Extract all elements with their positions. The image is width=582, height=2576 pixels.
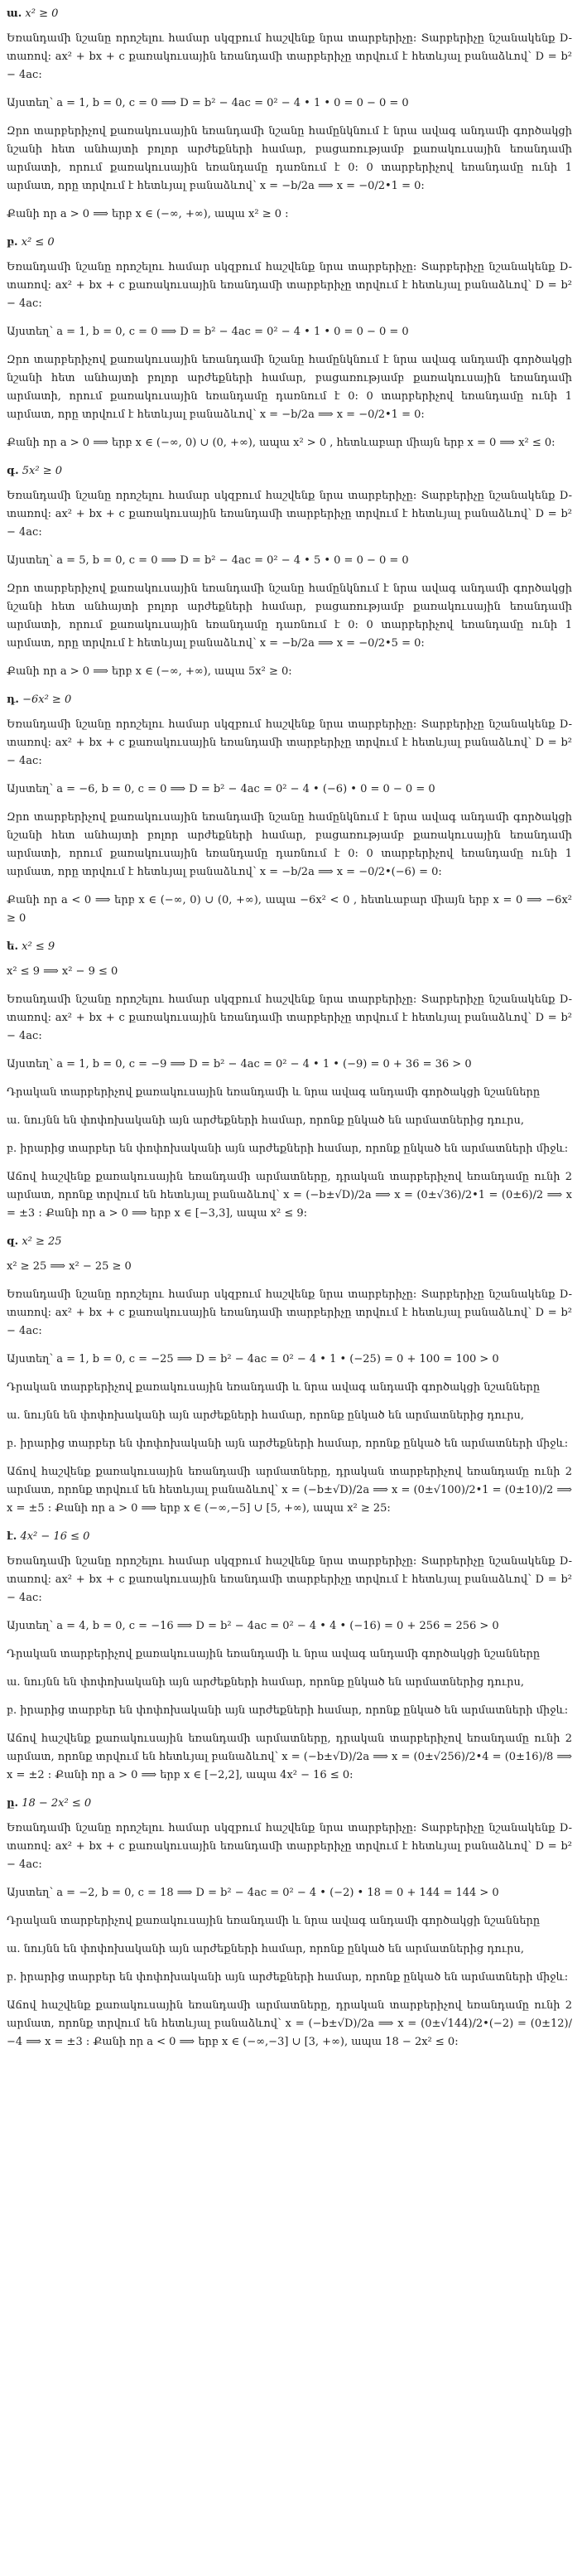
exercise-heading	[7, 691, 572, 709]
solution-paragraph: ա. նույնն են փոփոխականի այն արժեքների համար, որոնք ընկած են արմատներից դուրս,	[7, 1676, 525, 1689]
exercise-expression: x² ≥ 0	[25, 7, 59, 20]
exercise-expression: 18 − 2x² ≤ 0	[22, 1797, 92, 1810]
solution-paragraph: Քանի որ a > 0 ⟹ երբ x ∈ (−∞, 0) ∪ (0, +∞), ապա x² > 0 , հետևաբար միայն երբ x = 0 ⟹ x² ≤ 0:	[7, 437, 556, 449]
exercise-expression: x² ≤ 9	[22, 940, 55, 953]
solution-paragraph: Զրո տարբերիչով քառակուսային եռանդամի նշանը համընկնում է նրա ավագ անդամի գործակցի նշանի հետ անհայտի բոլոր արժեքների համար, բացառությամբ քառակուսային եռանդամի արմատի, որում քառակուսային եռանդամը դառնում է 0: 0 տարբերիչով եռանդամը ունի 1 արմատ, որը տրվում է հետևյալ բանաձևով՝ x = −b/2a ⟹ x = −0/2•1 = 0:	[7, 125, 572, 192]
exercise-expression: x² ≤ 0	[21, 236, 55, 249]
solution-paragraph: Եռանդամի նշանը որոշելու համար սկզբում հաշվենք նրա տարբերիչը: Տարբերիչը նշանակենք D-տառով: ax² + bx + c քառակուսային եռանդամի տարբերիչը տրվում է հետևյալ բանաձևով՝ D = b² − 4ac:	[7, 32, 572, 81]
exercise-heading	[7, 1528, 572, 1546]
solution-paragraph: Զրո տարբերիչով քառակուսային եռանդամի նշանը համընկնում է նրա ավագ անդամի գործակցի նշանի հետ անհայտի բոլոր արժեքների համար, բացառությամբ քառակուսային եռանդամի արմատի, որում քառակուսային եռանդամը դառնում է 0: 0 տարբերիչով եռանդամը ունի 1 արմատ, որը տրվում է հետևյալ բանաձևով՝ x = −b/2a ⟹ x = −0/2•1 = 0:	[7, 354, 572, 421]
solution-paragraph: x² ≥ 25 ⟹ x² − 25 ≥ 0	[7, 1260, 132, 1273]
solution-paragraph: Դրական տարբերիչով քառակուսային եռանդամի և նրա ավագ անդամի գործակցի նշանները	[7, 1648, 541, 1660]
exercise-heading	[7, 234, 572, 252]
solution-paragraph: Քանի որ a < 0 ⟹ երբ x ∈ (−∞, 0) ∪ (0, +∞), ապա −6x² < 0 , հետևաբար միայն երբ x = 0 ⟹ −6x² ≥ 0	[7, 894, 572, 925]
exercise-heading	[7, 1233, 572, 1251]
exercise-label: է.	[7, 1530, 17, 1543]
exercise-heading	[7, 5, 572, 23]
exercise-label: ը.	[7, 1797, 19, 1810]
exercise-heading	[7, 1795, 572, 1813]
solution-paragraph: Դրական տարբերիչով քառակուսային եռանդամի և նրա ավագ անդամի գործակցի նշանները	[7, 1086, 541, 1099]
solution-paragraph: x² ≤ 9 ⟹ x² − 9 ≤ 0	[7, 965, 118, 978]
solution-paragraph: Այստեղ՝ a = −6, b = 0, c = 0 ⟹ D = b² − 4ac = 0² − 4 • (−6) • 0 = 0 − 0 = 0	[7, 783, 435, 795]
solution-paragraph: ա. նույնն են փոփոխականի այն արժեքների համար, որոնք ընկած են արմատներից դուրս,	[7, 1943, 525, 1955]
exercise-expression: 4x² − 16 ≤ 0	[20, 1530, 90, 1543]
solution-paragraph: Դրական տարբերիչով քառակուսային եռանդամի և նրա ավագ անդամի գործակցի նշանները	[7, 1915, 541, 1927]
solution-paragraph: Այստեղ՝ a = 4, b = 0, c = −16 ⟹ D = b² − 4ac = 0² − 4 • 4 • (−16) = 0 + 256 = 256 > 0	[7, 1620, 499, 1632]
exercise-section	[7, 938, 572, 1223]
exercise-heading	[7, 938, 572, 956]
solution-paragraph: Քանի որ a > 0 ⟹ երբ x ∈ (−∞, +∞), ապա 5x² ≥ 0:	[7, 665, 292, 678]
solution-paragraph: Զրո տարբերիչով քառակուսային եռանդամի նշանը համընկնում է նրա ավագ անդամի գործակցի նշանի հետ անհայտի բոլոր արժեքների համար, բացառությամբ քառակուսային եռանդամի արմատի, որում քառակուսային եռանդամը դառնում է 0: 0 տարբերիչով եռանդամը ունի 1 արմատ, որը տրվում է հետևյալ բանաձևով՝ x = −b/2a ⟹ x = −0/2•(−6) = 0:	[7, 811, 572, 878]
solution-paragraph: Եռանդամի նշանը որոշելու համար սկզբում հաշվենք նրա տարբերիչը: Տարբերիչը նշանակենք D-տառով: ax² + bx + c քառակուսային եռանդամի տարբերիչը տրվում է հետևյալ բանաձևով՝ D = b² − 4ac:	[7, 718, 572, 767]
exercise-section	[7, 234, 572, 452]
exercise-label: բ.	[7, 236, 18, 249]
exercise-heading	[7, 462, 572, 481]
exercise-section	[7, 1528, 572, 1785]
solution-paragraph: Քանի որ a > 0 ⟹ երբ x ∈ (−∞, +∞), ապա x² ≥ 0 :	[7, 208, 289, 220]
exercise-label: ա.	[7, 7, 22, 20]
exercise-section	[7, 1795, 572, 2052]
exercise-section	[7, 5, 572, 224]
exercise-label: գ.	[7, 465, 19, 477]
solution-paragraph: Այստեղ՝ a = 1, b = 0, c = 0 ⟹ D = b² − 4ac = 0² − 4 • 1 • 0 = 0 − 0 = 0	[7, 97, 409, 109]
solution-paragraph: Դրական տարբերիչով քառակուսային եռանդամի և նրա ավագ անդամի գործակցի նշանները	[7, 1381, 541, 1394]
exercise-label: զ.	[7, 1235, 19, 1248]
solution-paragraph: ա. նույնն են փոփոխականի այն արժեքների համար, որոնք ընկած են արմատներից դուրս,	[7, 1409, 525, 1422]
exercise-section	[7, 462, 572, 681]
solution-paragraph: Եռանդամի նշանը որոշելու համար սկզբում հաշվենք նրա տարբերիչը: Տարբերիչը նշանակենք D-տառով: ax² + bx + c քառակուսային եռանդամի տարբերիչը տրվում է հետևյալ բանաձևով՝ D = b² − 4ac:	[7, 993, 572, 1042]
exercise-label: դ.	[7, 694, 19, 706]
solution-paragraph: Աճով հաշվենք քառակուսային եռանդամի արմատները, դրական տարբերիչով եռանդամը ունի 2 արմատ, որոնք տրվում են հետևյալ բանաձևով՝ x = (−b±√D)/2a ⟹ x = (0±√144)/2•(−2) = (0±12)/−4 ⟹ x = ±3 : Քանի որ a < 0 ⟹ երբ x ∈ (−∞,−3] ∪ [3, +∞), ապա 18 − 2x² ≤ 0:	[7, 1999, 572, 2048]
solution-paragraph: Այստեղ՝ a = 1, b = 0, c = −9 ⟹ D = b² − 4ac = 0² − 4 • 1 • (−9) = 0 + 36 = 36 > 0	[7, 1058, 472, 1071]
solution-paragraph: Եռանդամի նշանը որոշելու համար սկզբում հաշվենք նրա տարբերիչը: Տարբերիչը նշանակենք D-տառով: ax² + bx + c քառակուսային եռանդամի տարբերիչը տրվում է հետևյալ բանաձևով՝ D = b² − 4ac:	[7, 1822, 572, 1871]
solution-paragraph: Եռանդամի նշանը որոշելու համար սկզբում հաշվենք նրա տարբերիչը: Տարբերիչը նշանակենք D-տառով: ax² + bx + c քառակուսային եռանդամի տարբերիչը տրվում է հետևյալ բանաձևով՝ D = b² − 4ac:	[7, 490, 572, 539]
solution-paragraph: Աճով հաշվենք քառակուսային եռանդամի արմատները, դրական տարբերիչով եռանդամը ունի 2 արմատ, որոնք տրվում են հետևյալ բանաձևով՝ x = (−b±√D)/2a ⟹ x = (0±√100)/2•1 = (0±10)/2 ⟹ x = ±5 : Քանի որ a > 0 ⟹ երբ x ∈ (−∞,−5] ∪ [5, +∞), ապա x² ≥ 25:	[7, 1466, 572, 1515]
solution-paragraph: բ. իրարից տարբեր են փոփոխականի այն արժեքների համար, որոնք ընկած են արմատների միջև:	[7, 1143, 569, 1155]
exercise-section	[7, 1233, 572, 1518]
solution-paragraph: բ. իրարից տարբեր են փոփոխականի այն արժեքների համար, որոնք ընկած են արմատների միջև:	[7, 1704, 569, 1717]
solution-paragraph: Եռանդամի նշանը որոշելու համար սկզբում հաշվենք նրա տարբերիչը: Տարբերիչը նշանակենք D-տառով: ax² + bx + c քառակուսային եռանդամի տարբերիչը տրվում է հետևյալ բանաձևով՝ D = b² − 4ac:	[7, 1288, 572, 1337]
solution-paragraph: ա. նույնն են փոփոխականի այն արժեքների համար, որոնք ընկած են արմատներից դուրս,	[7, 1114, 525, 1127]
exercise-expression: −6x² ≥ 0	[22, 694, 72, 706]
solution-paragraph: Այստեղ՝ a = 5, b = 0, c = 0 ⟹ D = b² − 4ac = 0² − 4 • 5 • 0 = 0 − 0 = 0	[7, 554, 409, 567]
exercise-expression: x² ≥ 25	[22, 1235, 62, 1248]
solution-paragraph: Աճով հաշվենք քառակուսային եռանդամի արմատները, դրական տարբերիչով եռանդամը ունի 2 արմատ, որոնք տրվում են հետևյալ բանաձևով՝ x = (−b±√D)/2a ⟹ x = (0±√256)/2•4 = (0±16)/8 ⟹ x = ±2 : Քանի որ a > 0 ⟹ երբ x ∈ [−2,2], ապա 4x² − 16 ≤ 0:	[7, 1733, 572, 1781]
exercise-section	[7, 691, 572, 928]
exercise-label: ե.	[7, 940, 18, 953]
solution-paragraph: Աճով հաշվենք քառակուսային եռանդամի արմատները, դրական տարբերիչով եռանդամը ունի 2 արմատ, որոնք տրվում են հետևյալ բանաձևով՝ x = (−b±√D)/2a ⟹ x = (0±√36)/2•1 = (0±6)/2 ⟹ x = ±3 : Քանի որ a > 0 ⟹ երբ x ∈ [−3,3], ապա x² ≤ 9:	[7, 1171, 572, 1220]
exercise-expression: 5x² ≥ 0	[22, 465, 63, 477]
solution-paragraph: Զրո տարբերիչով քառակուսային եռանդամի նշանը համընկնում է նրա ավագ անդամի գործակցի նշանի հետ անհայտի բոլոր արժեքների համար, բացառությամբ քառակուսային եռանդամի արմատի, որում քառակուսային եռանդամը դառնում է 0: 0 տարբերիչով եռանդամը ունի 1 արմատ, որը տրվում է հետևյալ բանաձևով՝ x = −b/2a ⟹ x = −0/2•5 = 0:	[7, 582, 572, 650]
solution-paragraph: բ. իրարից տարբեր են փոփոխականի այն արժեքների համար, որոնք ընկած են արմատների միջև:	[7, 1438, 569, 1450]
solution-paragraph: Եռանդամի նշանը որոշելու համար սկզբում հաշվենք նրա տարբերիչը: Տարբերիչը նշանակենք D-տառով: ax² + bx + c քառակուսային եռանդամի տարբերիչը տրվում է հետևյալ բանաձևով՝ D = b² − 4ac:	[7, 1555, 572, 1604]
solution-paragraph: բ. իրարից տարբեր են փոփոխականի այն արժեքների համար, որոնք ընկած են արմատների միջև:	[7, 1971, 569, 1984]
solution-paragraph: Այստեղ՝ a = 1, b = 0, c = −25 ⟹ D = b² − 4ac = 0² − 4 • 1 • (−25) = 0 + 100 = 100 > 0	[7, 1353, 499, 1365]
solution-paragraph: Այստեղ՝ a = −2, b = 0, c = 18 ⟹ D = b² − 4ac = 0² − 4 • (−2) • 18 = 0 + 144 = 144 > 0	[7, 1887, 499, 1899]
solution-paragraph: Այստեղ՝ a = 1, b = 0, c = 0 ⟹ D = b² − 4ac = 0² − 4 • 1 • 0 = 0 − 0 = 0	[7, 326, 409, 338]
solution-paragraph: Եռանդամի նշանը որոշելու համար սկզբում հաշվենք նրա տարբերիչը: Տարբերիչը նշանակենք D-տառով: ax² + bx + c քառակուսային եռանդամի տարբերիչը տրվում է հետևյալ բանաձևով՝ D = b² − 4ac:	[7, 261, 572, 310]
